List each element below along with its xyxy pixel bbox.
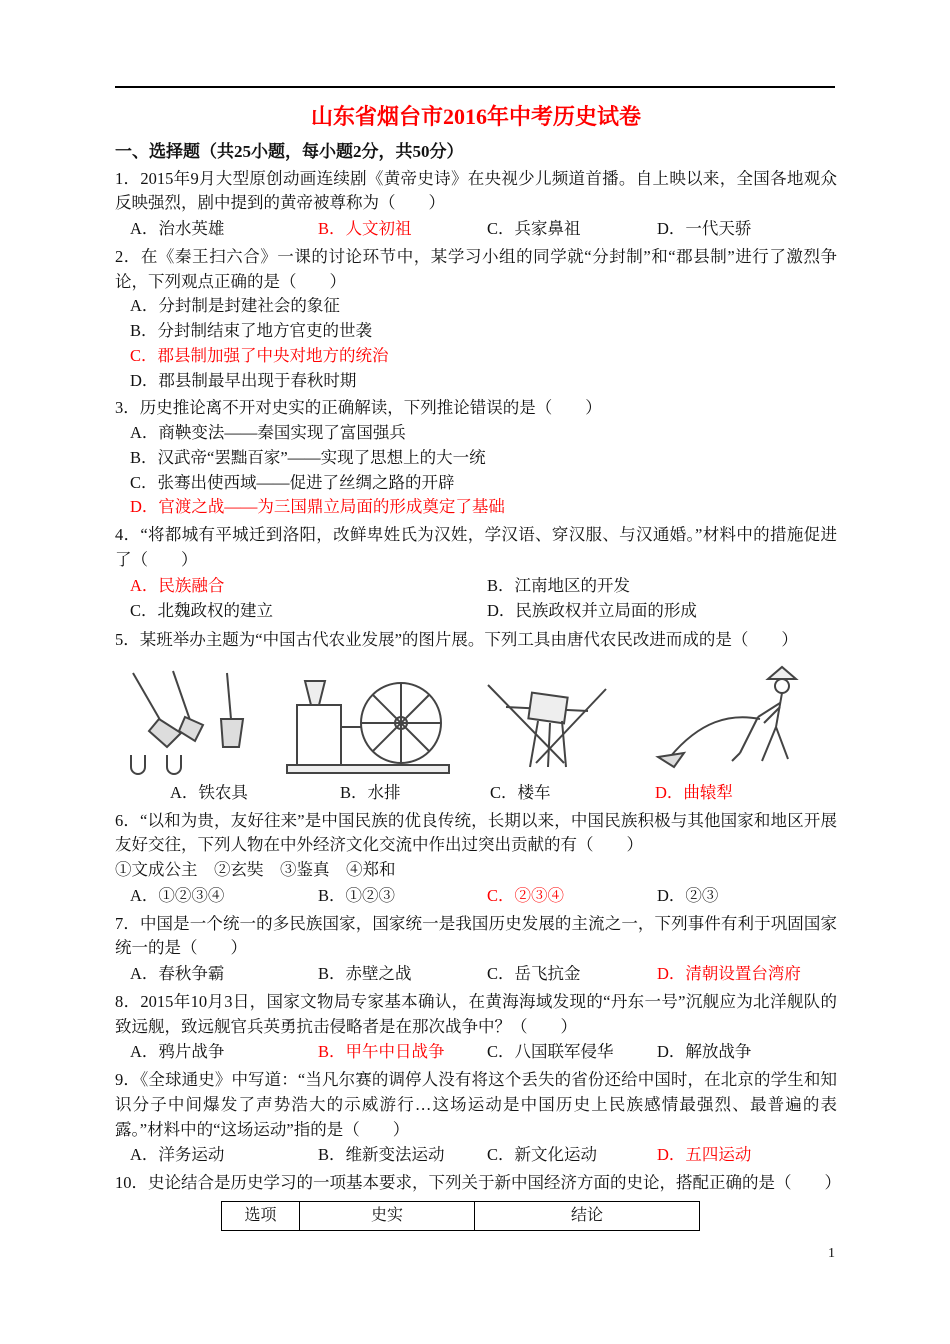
q4-option-c: C．北魏政权的建立 (130, 601, 274, 621)
q9-stem: 9．《全球通史》中写道：“当凡尔赛的调停人没有将这个丢失的省份还给中国时，在北京的学生和知识分子中间爆发了声势浩大的示威游行…这场运动是中国历史上民族感情最强烈、最普遍的表露。”材料中的“这场运动”指的是（ ） (115, 1070, 837, 1139)
q3-option-b: B．汉武帝“罢黜百家”——实现了思想上的大一统 (130, 447, 486, 467)
q1-option-b: B．人文初祖 (318, 219, 412, 238)
q5-option-a: A．铁农具 (170, 782, 248, 802)
header-rule (115, 86, 835, 88)
question-1 (115, 167, 837, 242)
q6-option-a: A．①②③④ (130, 885, 225, 905)
q10-header-option: 选项 (222, 1201, 300, 1230)
q3-stem: 3．历史推论离不开对史实的正确解读，下列推论错误的是（ ） (115, 398, 602, 418)
q6-options (115, 884, 837, 909)
q6-option-d: D．②③ (657, 885, 719, 905)
q10-table-header-row (222, 1201, 700, 1230)
q1-option-c: C．兵家鼻祖 (487, 219, 581, 238)
q2-stem: 2．在《秦王扫六合》一课的讨论环节中，某学习小组的同学就“分封制”和“郡县制”进行了激烈争论，下列观点正确的是（ ） (115, 246, 837, 291)
q2-option-a: A．分封制是封建社会的象征 (130, 296, 340, 316)
q5-option-c: C．楼车 (490, 782, 551, 802)
q7-stem: 7．中国是一个统一的多民族国家，国家统一是我国历史发展的主流之一，下列事件有利于巩固国家统一的是（ ） (115, 913, 837, 958)
q3-option-a: A．商鞅变法——秦国实现了富国强兵 (130, 423, 406, 442)
question-5 (115, 628, 837, 806)
seed-drill-image (472, 667, 622, 779)
q8-option-d: D．解放战争 (657, 1042, 752, 1062)
q10-header-fact: 史实 (300, 1201, 475, 1230)
q4-option-d: D．民族政权并立局面的形成 (487, 601, 697, 621)
q5-images (115, 661, 815, 779)
question-7 (115, 912, 837, 987)
question-2 (115, 245, 837, 394)
q7-option-d: D．清朝设置台湾府 (657, 964, 801, 983)
q5-option-b: B．水排 (340, 782, 401, 802)
q9-options (115, 1143, 837, 1168)
q9-option-c: C．新文化运动 (487, 1145, 598, 1165)
page-content (115, 100, 841, 1234)
q7-options (115, 962, 837, 987)
q7-option-b: B．赤壁之战 (318, 964, 412, 983)
q9-option-b: B．维新变法运动 (318, 1145, 445, 1165)
q4-stem: 4．“将都城有平城迁到洛阳，改鲜卑姓氏为汉姓，学汉语、穿汉服、与汉通婚。”材料中的措施促进了（ ） (115, 525, 837, 569)
q10-header-conclusion: 结论 (475, 1201, 700, 1230)
curved-shaft-plow-image (640, 661, 815, 779)
q2-option-d: D．郡县制最早出现于春秋时期 (130, 370, 357, 390)
page-number: 1 (828, 1246, 835, 1261)
q1-stem: 1．2015年9月大型原创动画连续剧《黄帝史诗》在央视少儿频道首播。自上映以来，全国各地观众反映强烈，剧中提到的黄帝被尊称为（ ） (115, 168, 837, 213)
q8-option-a: A．鸦片战争 (130, 1042, 225, 1062)
section-header: 一、选择题（共25小题，每小题2分，共50分） (115, 142, 464, 161)
question-3 (115, 396, 837, 520)
water-powered-bellows-image (283, 667, 453, 779)
q7-option-c: C．岳飞抗金 (487, 964, 581, 983)
question-8 (115, 990, 837, 1065)
q10-table (221, 1201, 700, 1231)
q8-option-b: B．甲午中日战争 (318, 1042, 445, 1062)
q6-option-c: C．②③④ (487, 885, 565, 905)
q5-options (115, 781, 837, 806)
q9-option-d: D．五四运动 (657, 1145, 752, 1165)
iron-farm-tools-image (115, 667, 265, 779)
q1-options (115, 217, 837, 242)
q7-option-a: A．春秋争霸 (130, 964, 225, 983)
q6-option-b: B．①②③ (318, 885, 396, 905)
q2-option-b: B．分封制结束了地方官吏的世袭 (130, 321, 373, 340)
q6-stem: 6．“以和为贵，友好往来”是中国民族的优良传统，长期以来，中国民族积极与其他国家和地区开展友好交往，下列人物在中外经济文化交流中作出过突出贡献的有（ ） (115, 810, 837, 855)
question-10 (115, 1171, 841, 1231)
q4-option-b: B．江南地区的开发 (487, 575, 631, 595)
q3-option-c: C．张骞出使西域——促进了丝绸之路的开辟 (130, 472, 455, 492)
q5-stem: 5．某班举办主题为“中国古代农业发展”的图片展。下列工具由唐代农民改进而成的是（ ） (115, 630, 798, 649)
question-4 (115, 523, 837, 625)
q6-items: ①文成公主 ②玄奘 ③鉴真 ④郑和 (115, 860, 396, 879)
q2-option-c: C．郡县制加强了中央对地方的统治 (130, 345, 389, 365)
q9-option-a: A．洋务运动 (130, 1145, 225, 1165)
question-6 (115, 809, 837, 909)
q10-stem: 10．史论结合是历史学习的一项基本要求，下列关于新中国经济方面的史论，搭配正确的是（ ） (115, 1173, 841, 1192)
question-9 (115, 1068, 837, 1168)
q3-option-d: D．官渡之战——为三国鼎立局面的形成奠定了基础 (130, 497, 505, 517)
q1-option-a: A．治水英雄 (130, 219, 225, 238)
q5-option-d: D．曲辕犁 (655, 782, 733, 802)
q4-option-a: A．民族融合 (130, 575, 225, 595)
page-title: 山东省烟台市2016年中考历史试卷 (310, 104, 641, 129)
q4-options (115, 574, 837, 626)
q8-stem: 8．2015年10月3日，国家文物局专家基本确认，在黄海海域发现的“丹东一号”沉舰应为北洋舰队的致远舰，致远舰官兵英勇抗击侵略者是在那次战争中？（ ） (115, 991, 837, 1036)
q1-option-d: D．一代天骄 (657, 219, 752, 238)
q8-options (115, 1040, 837, 1065)
q8-option-c: C．八国联军侵华 (487, 1042, 614, 1062)
